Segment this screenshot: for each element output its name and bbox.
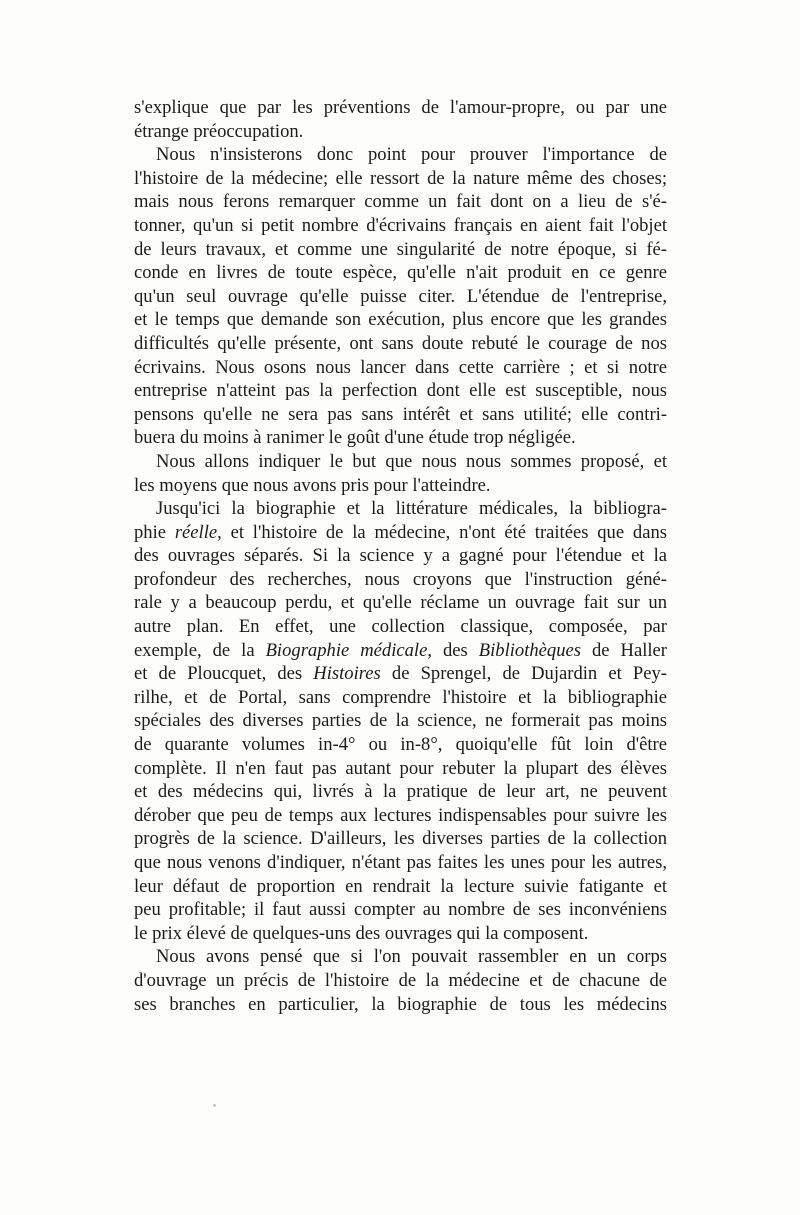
text-line: qu'un seul ouvrage qu'elle puisse citer. L'étendue de l'entreprise, <box>134 285 667 307</box>
text-line: mais nous ferons remarquer comme un fait dont on a lieu de s'é- <box>134 191 667 213</box>
text-line: phie réelle, et l'histoire de la médecine, n'ont été traitées que dans <box>134 521 667 543</box>
text-line: spéciales des diverses parties de la science, ne formerait pas moins <box>134 710 667 732</box>
text-line: rilhe, et de Portal, sans comprendre l'histoire et la bibliographie <box>134 686 667 708</box>
text-line: autre plan. En effet, une collection classique, composée, par <box>134 616 667 638</box>
text-line: progrès de la science. D'ailleurs, les diverses parties de la collection <box>134 828 667 850</box>
paragraph <box>134 143 667 450</box>
paragraph <box>134 497 667 945</box>
text-line: profondeur des recherches, nous croyons que l'instruction géné- <box>134 568 667 590</box>
text-line: exemple, de la Biographie médicale, des Bibliothèques de Haller <box>134 639 667 661</box>
text-line: et de Ploucquet, des Histoires de Sprengel, de Dujardin et Pey- <box>134 663 667 685</box>
text-line: dérober que peu de temps aux lectures indispensables pour suivre les <box>134 804 667 826</box>
text-line: des ouvrages séparés. Si la science y a gagné pour l'étendue et la <box>134 545 667 567</box>
text-line: buera du moins à ranimer le goût d'une étude trop négligée. <box>134 427 576 449</box>
text-line: peu profitable; il faut aussi compter au nombre de ses inconvéniens <box>134 899 667 921</box>
text-line: écrivains. Nous osons nous lancer dans cette carrière ; et si notre <box>134 356 667 378</box>
text-line: et des médecins qui, livrés à la pratique de leur art, ne peuvent <box>134 781 667 803</box>
paper-speck <box>213 1104 216 1107</box>
paragraph <box>134 945 667 1016</box>
text-line: Nous avons pensé que si l'on pouvait rassembler en un corps <box>156 946 667 968</box>
text-line: et le temps que demande son exécution, plus encore que les grandes <box>134 309 667 331</box>
text-line: Jusqu'ici la biographie et la littérature médicales, la bibliogra- <box>156 498 667 520</box>
text-line: les moyens que nous avons pris pour l'atteindre. <box>134 474 491 496</box>
text-line: ses branches en particulier, la biographie de tous les médecins <box>134 993 667 1015</box>
text-line: étrange préoccupation. <box>134 120 304 142</box>
text-line: difficultés qu'elle présente, ont sans doute rebuté le courage de nos <box>134 332 667 354</box>
text-line: rale y a beaucoup perdu, et qu'elle réclame un ouvrage fait sur un <box>134 592 667 614</box>
text-line: le prix élevé de quelques-uns des ouvrages qui la composent. <box>134 922 589 944</box>
text-line: Nous n'insisterons donc point pour prouver l'importance de <box>156 144 667 166</box>
text-line: leur défaut de proportion en rendrait la lecture suivie fatigante et <box>134 875 667 897</box>
text-line: de leurs travaux, et comme une singularité de notre époque, si fé- <box>134 238 667 260</box>
text-line: que nous venons d'indiquer, n'étant pas faites les unes pour les autres, <box>134 852 667 873</box>
text-line: d'ouvrage un précis de l'histoire de la médecine et de chacune de <box>134 969 667 991</box>
text-line: complète. Il n'en faut pas autant pour rebuter la plupart des élèves <box>134 757 667 779</box>
text-line: Nous allons indiquer le but que nous nous sommes proposé, et <box>156 450 667 472</box>
paragraph <box>134 450 667 497</box>
text-line: conde en livres de toute espèce, qu'elle n'ait produit en ce genre <box>134 262 667 284</box>
body-text <box>134 96 667 1016</box>
text-line: l'histoire de la médecine; elle ressort de la nature même des choses; <box>134 167 667 189</box>
text-line: entreprise n'atteint pas la perfection dont elle est susceptible, nous <box>134 380 667 402</box>
text-line: s'explique que par les préventions de l'amour-propre, ou par une <box>134 97 667 118</box>
text-line: tonner, qu'un si petit nombre d'écrivains français en aient fait l'objet <box>134 214 667 236</box>
paragraph <box>134 96 667 143</box>
text-line: de quarante volumes in-4° ou in-8°, quoiqu'elle fût loin d'être <box>134 734 667 756</box>
text-line: pensons qu'elle ne sera pas sans intérêt et sans utilité; elle contri- <box>134 403 667 425</box>
